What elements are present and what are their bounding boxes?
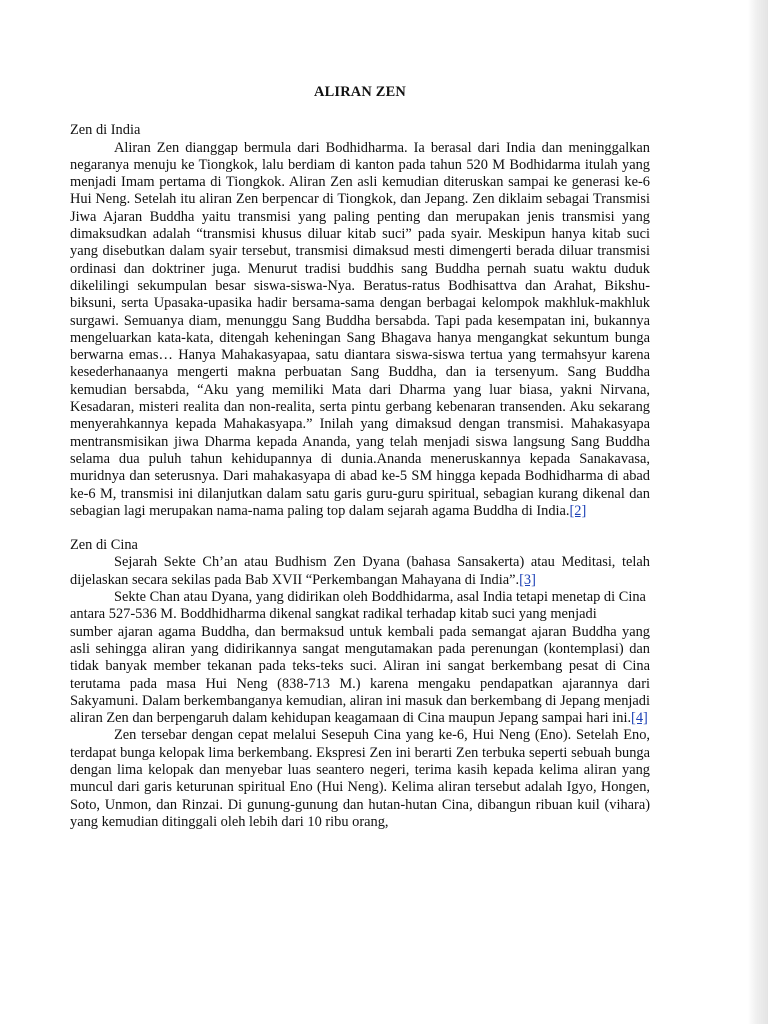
page-shadow <box>748 0 768 1024</box>
paragraph <box>70 554 650 589</box>
document-body <box>70 84 650 831</box>
paragraph <box>70 140 650 521</box>
paragraph-text: Sekte Chan atau Dyana, yang didirikan oleh Boddhidarma, asal India tetapi menetap di Cina antara 527-536 M. Boddhidharma dikenal sangkat radikal terhadap kitab suci yang menjadi <box>70 589 646 623</box>
paragraph <box>70 624 650 728</box>
section-gap <box>70 520 650 537</box>
document-title: ALIRAN ZEN <box>314 84 406 100</box>
footnote-link[interactable]: [2] <box>569 502 587 519</box>
paragraph-text: Aliran Zen dianggap bermula dari Bodhidharma. Ia berasal dari India dan meninggalkan negaranya menuju ke Tiongkok, lalu berdiam di kanton pada tahun 520 M Bodhidarma itulah yang menjadi Imam pertama di Tiongkok. Aliran Zen asli kemudian diteruskan sampai ke generasi ke-6 Hui Neng. Setelah itu aliran Zen berpencar di Tiongkok, dan Jepang. Zen diklaim sebagai Transmisi Jiwa Ajaran Buddha yaitu transmisi yang paling penting dan merupakan jenis transmisi yang dimaksudkan adalah “transmisi khusus diluar kitab suci” pada syair. Meskipun hanya kitab suci yang disebutkan dalam syair tersebut, transmisi dimaksud mesti dimengerti berada diluar transmisi ordinasi dan doktriner juga. Menurut tradisi buddhis sang Buddha pernah suatu waktu duduk dikelilingi sekumpulan besar siswa-siswa-Nya. Beratus-ratus Bodhisattva dan Arahat, Bikshu-biksuni, serta Upasaka-upasika hadir bersama-sama dengan berbagai kelompok makhluk-makhluk surgawi. Semuanya diam, menunggu Sang Buddha bersabda. Tapi pada kesempatan ini, bukannya mengeluarkan kata-kata, ditengah keheningan Sang Bhagava hanya mengangkat sekuntum bunga berwarna emas… Hanya Mahakasyapaa, satu diantara siswa-siswa tertua yang termahsyur karena kesederhanaanya mengerti makna perbuatan Sang Buddha, dan ia tersenyum. Sang Buddha kemudian bersabda, “Aku yang memiliki Mata dari Dharma yang luar biasa, yakni Nirvana, Kesadaran, misteri realita dan non-realita, serta pintu gerbang kebenaran transenden. Aku sekarang menyerahkannya kepada Mahakasyapa.” Inilah yang dimaksud dengan transmisi. Mahakasyapa mentransmisikan jiwa Dharma kepada Ananda, yang telah menjadi siswa langsung Sang Buddha selama dua puluh tahun kehidupannya di dunia.Ananda meneruskannya kepada Sanakavasa, muridnya dan seterusnya. Dari mahakasyapa di abad ke-5 SM hingga kepada Bodhidharma di abad ke-6 M, transmisi ini dilanjutkan dalam satu garis guru-guru spiritual, sebagian kurang dikenal dan sebagian lagi merupakan nama-nama paling top dalam sejarah agama Buddha di India. <box>70 139 650 519</box>
paragraph-text: Zen tersebar dengan cepat melalui Sesepuh Cina yang ke-6, Hui Neng (Eno). Setelah Eno, terdapat bunga kelopak lima berkembang. Ekspresi Zen ini berarti Zen terbuka seperti sebuah bunga dengan lima kelopak dan menyebar luas seantero negeri, terima kasih kepada kelima aliran yang muncul dari garis keturunan spiritual Eno (Hui Neng). Kelima aliran tersebut adalah Igyo, Hongen, Soto, Unmon, dan Rinzai. Di gunung-gunung dan hutan-hutan Cina, dibangun ribuan kuil (vihara) yang kemudian ditinggali oleh lebih dari 10 ribu orang, <box>70 727 650 830</box>
footnote-link[interactable]: [4] <box>631 710 648 727</box>
section-heading-zen-india: Zen di India <box>70 122 141 139</box>
footnote-link[interactable]: [3] <box>519 571 536 588</box>
paragraph <box>70 727 650 831</box>
paragraph <box>70 589 650 624</box>
paragraph-text: sumber ajaran agama Buddha, dan bermaksud untuk kembali pada semangat ajaran Buddha yang asli sehingga aliran yang didirikannya sangat mengutamakan pada perenungan (kontemplasi) dan tidak banyak member tekanan pada teks-teks suci. Aliran ini sangat berkembang pesat di Cina terutama pada masa Hui Neng (838-713 M.) karena mengaku pendapatkan ajarannya dari Sakyamuni. Dalam berkembanganya kemudian, aliran ini masuk dan berkembang di Jepang menjadi aliran Zen dan berpengaruh dalam kehidupan keagamaan di Cina maupun Jepang sampai hari ini. <box>70 623 650 727</box>
paragraph-text: Sejarah Sekte Ch’an atau Budhism Zen Dyana (bahasa Sansakerta) atau Meditasi, telah dijelaskan secara sekilas pada Bab XVII “Perkembangan Mahayana di India”. <box>70 554 650 588</box>
section-heading-zen-cina: Zen di Cina <box>70 537 138 554</box>
